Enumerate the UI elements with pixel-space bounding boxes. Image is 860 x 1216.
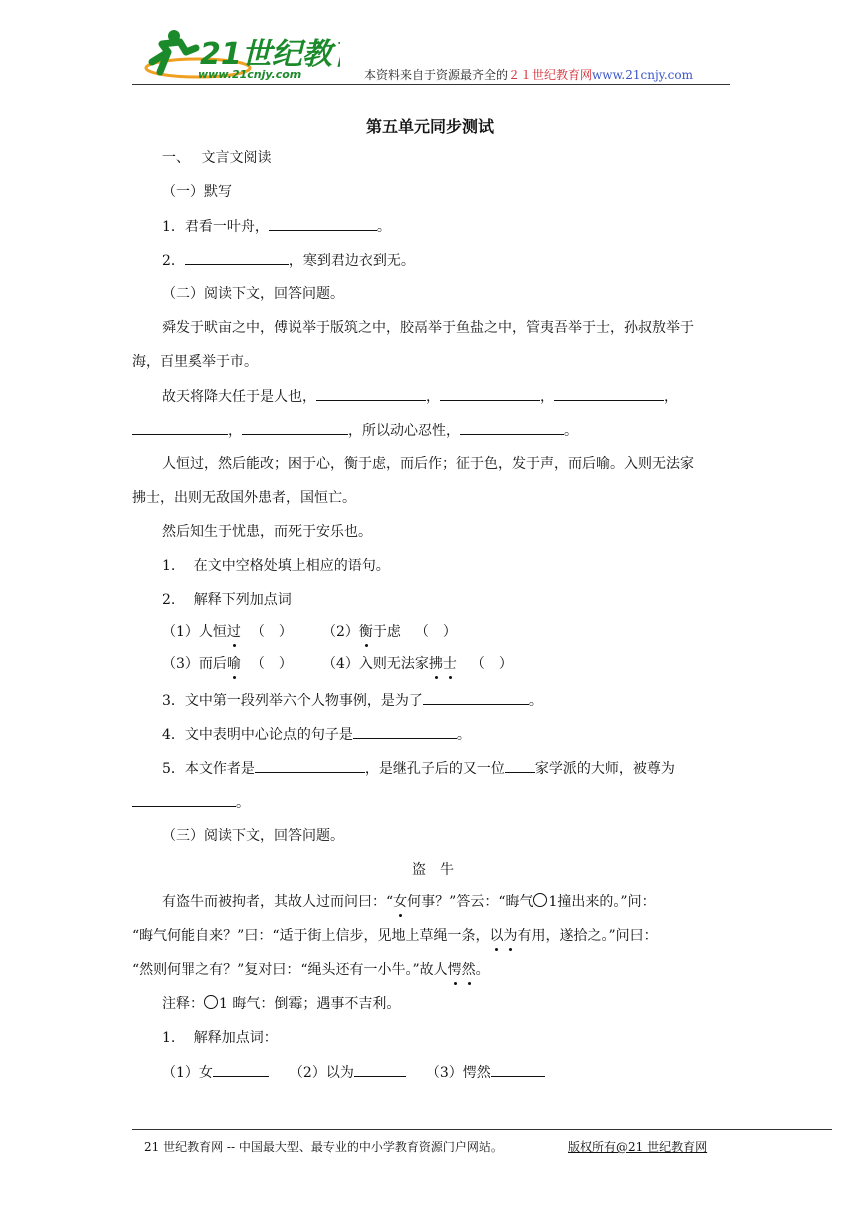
answer-paren[interactable]: （ ） [250, 656, 293, 672]
footer-text: 21 世纪教育网 -- 中国最大型、最专业的中小学教育资源门户网站。 [144, 1140, 503, 1154]
story-title: 盗 牛 [412, 862, 454, 878]
footer-copyright-link[interactable]: 版权所有@21 世纪教育网 [568, 1140, 708, 1154]
footnote-circle-icon [204, 995, 218, 1009]
question-2-row-1b: （2）衡于虑 （ ） [322, 624, 457, 640]
dotted-word: 愕 [447, 962, 462, 978]
footnote-circle-icon [533, 893, 547, 907]
answer-blank[interactable] [132, 420, 228, 435]
dotted-word: 过 [226, 624, 241, 640]
question-2-row-1: （1）人恒过 （ ） [162, 624, 293, 640]
part2-heading: （二）阅读下文，回答问题。 [162, 286, 344, 302]
site-logo [140, 22, 340, 84]
answer-paren[interactable]: （ ） [470, 656, 513, 672]
passage-line: 拂士，出则无敌国外患者，国恒亡。 [132, 490, 356, 506]
answer-blank[interactable] [185, 250, 289, 265]
header-note-text: 本资料来自于资源最齐全的 [364, 68, 509, 82]
question-2-row-2b: （4）入则无法家拂士 （ ） [322, 656, 513, 672]
section-heading: 一、 文言文阅读 [162, 150, 272, 166]
dotted-word: 拂 [428, 656, 443, 672]
header-rule [132, 84, 730, 85]
answer-blank[interactable] [440, 386, 540, 401]
passage-line: 然后知生于忧患，而死于安乐也。 [162, 524, 372, 540]
footer-rule [132, 1129, 832, 1130]
answer-paren[interactable]: （ ） [414, 624, 457, 640]
dotted-word: 衡 [358, 624, 373, 640]
answer-blank[interactable] [505, 758, 535, 773]
passage-line: 舜发于畎亩之中，傅说举于版筑之中，胶鬲举于鱼盐之中，管夷吾举于士，孙叔敖举于 [162, 320, 694, 336]
question-1: 1. 在文中空格处填上相应的语句。 [162, 558, 390, 574]
answer-blank[interactable] [316, 386, 426, 401]
passage-line: 海，百里奚举于市。 [132, 354, 258, 370]
fill-line: 故天将降大任于是人也， ， ， ， [162, 386, 678, 407]
question-5: 5．本文作者是 ，是继孔子后的又一位 家学派的大师，被尊为 [162, 758, 675, 779]
question-2: 2. 解释下列加点词 [162, 592, 292, 608]
page-title: 第五单元同步测试 [365, 117, 494, 136]
header-note [364, 66, 693, 83]
answer-blank[interactable] [460, 420, 564, 435]
dotted-word: 士 [442, 656, 457, 672]
question-2-row-2: （3）而后喻 （ ） [162, 656, 293, 672]
question-5-cont: 。 [132, 792, 250, 813]
fill-line: ， ，所以动心忍性， 。 [132, 420, 578, 441]
dotted-word: 然 [461, 962, 476, 978]
dotted-word: 以 [489, 928, 504, 944]
part3-question-1: 1. 解释加点词： [162, 1030, 278, 1046]
passage-line: 人恒过，然后能改；困于心，衡于虑，而后作；征于色，发于声，而后喻。入则无法家 [162, 456, 694, 472]
answer-blank[interactable] [213, 1062, 269, 1077]
svg-text:21世纪教育: 21世纪教 [200, 37, 332, 72]
answer-blank[interactable] [242, 420, 348, 435]
story-line: “然则何罪之有？”复对曰：“绳头还有一小牛。”故人愕然。 [132, 962, 490, 978]
part3-heading: （三）阅读下文，回答问题。 [162, 828, 344, 844]
header-site-url[interactable]: www.21cnjy.com [592, 68, 693, 82]
story-line: “晦气何能自来？”曰：“适于街上信步，见地上草绳一条，以为有用，遂拾之。”问曰： [132, 928, 658, 944]
answer-blank[interactable] [423, 690, 529, 705]
part1-question-1: 1．君看一叶舟， 。 [162, 216, 391, 237]
answer-blank[interactable] [132, 792, 236, 807]
answer-blank[interactable] [554, 386, 664, 401]
answer-blank[interactable] [353, 724, 457, 739]
answer-blank[interactable] [354, 1062, 406, 1077]
footnote: 注释： 1 晦气：倒霉；遇事不吉利。 [162, 996, 401, 1012]
question-4: 4．文中表明中心论点的句子是 。 [162, 724, 471, 745]
part1-question-2: 2． ，寒到君边衣到无。 [162, 250, 415, 271]
header-site-name[interactable]: ２１世纪教育网 [508, 68, 593, 82]
part3-answers: （1）女 （2）以为 （3）愕然 [162, 1062, 545, 1083]
answer-blank[interactable] [491, 1062, 545, 1077]
question-3: 3．文中第一段列举六个人物事例，是为了 。 [162, 690, 543, 711]
answer-blank[interactable] [269, 216, 377, 231]
dotted-word: 女 [393, 894, 408, 910]
answer-blank[interactable] [255, 758, 365, 773]
dotted-word: 喻 [226, 656, 241, 672]
story-line: 有盗牛而被拘者，其故人过而问曰：“女何事？”答云：“晦气 1撞出来的。”问： [162, 894, 656, 910]
answer-paren[interactable]: （ ） [250, 624, 293, 640]
part1-heading: （一）默写 [162, 184, 232, 200]
dotted-word: 为 [503, 928, 518, 944]
logo-url: www.21cnjy.com [198, 68, 302, 81]
